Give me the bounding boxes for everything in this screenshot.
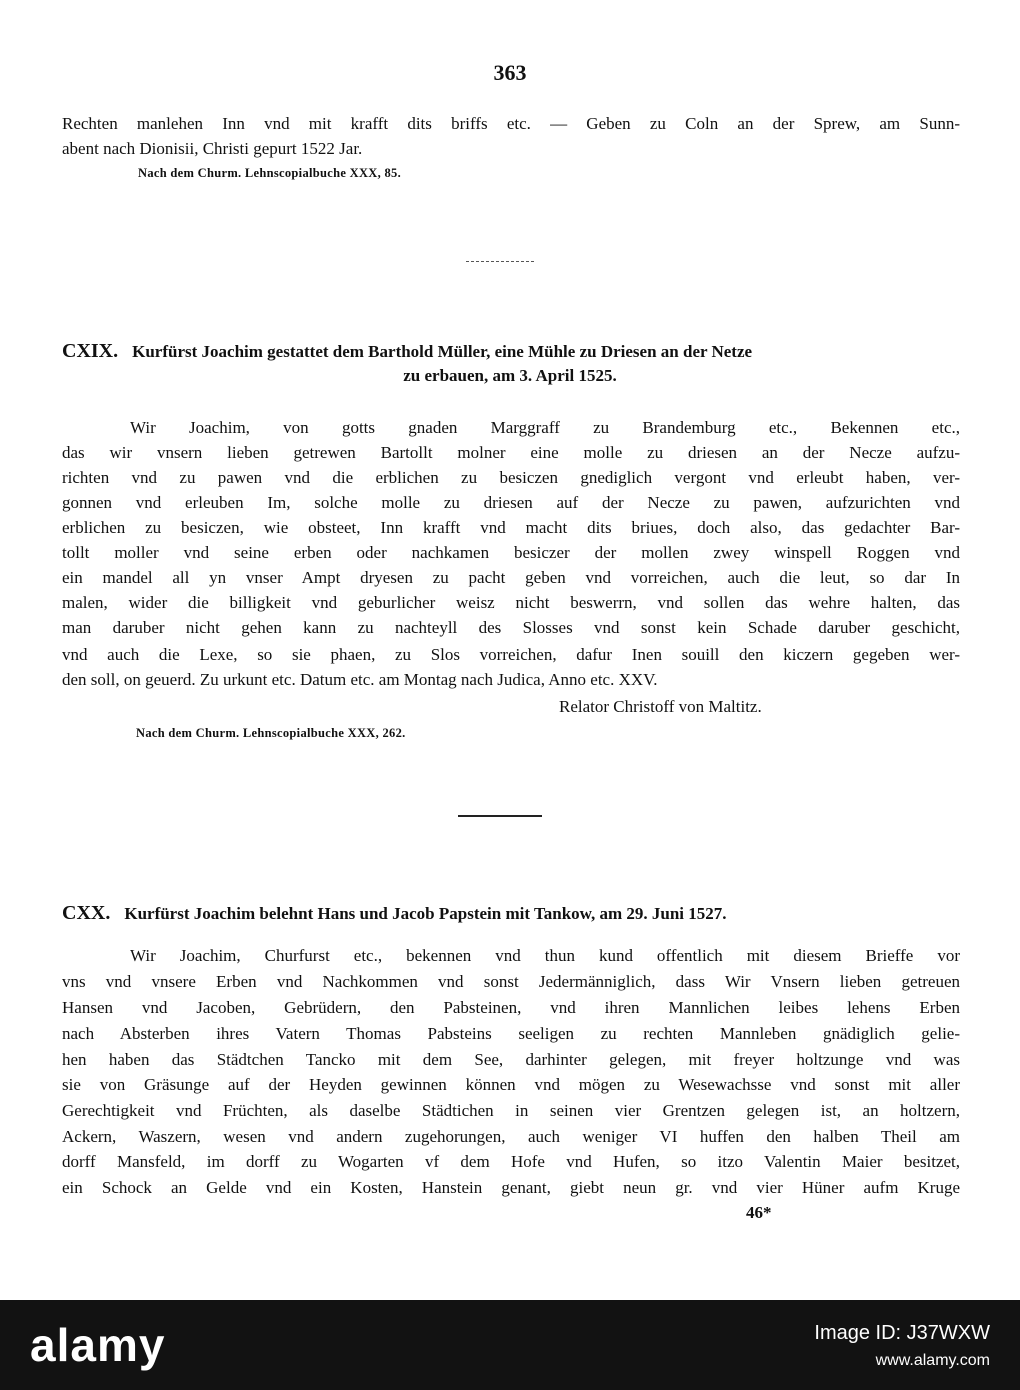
- section-1-line-4: gonnen vnd erleuben Im, solche molle zu driesen auf der Necze zu pawen, aufzurichten vnd: [62, 493, 960, 512]
- section-2-line-6: sie von Gräsunge auf der Heyden gewinnen können vnd mögen zu Wesewachsse vnd sonst mit aller: [62, 1075, 960, 1094]
- section-1-line-10: vnd auch die Lexe, so sie phaen, zu Slos vorreichen, dafur Inen souill den kiczern gegeben wer-: [62, 645, 960, 664]
- section-2-line-4: nach Absterben ihres Vatern Thomas Pabsteins seeligen zu rechten Mannleben gnädiglich gelie-: [62, 1024, 960, 1043]
- section-divider: [458, 815, 542, 817]
- section-1-title-line-2: zu erbauen, am 3. April 1525.: [403, 366, 617, 385]
- section-2-title: Kurfürst Joachim belehnt Hans und Jacob Papstein mit Tankow, am 29. Juni 1527.: [124, 904, 727, 923]
- section-1-source-note: Nach dem Churm. Lehnscopialbuche XXX, 262.: [136, 726, 406, 740]
- section-2-line-1: Wir Joachim, Churfurst etc., bekennen vnd thun kund offentlich mit diesem Brieffe vor: [130, 946, 960, 965]
- section-1-number: CXIX.: [62, 340, 119, 362]
- watermark-footer: [0, 1300, 1020, 1390]
- section-1-line-11: den soll, on geuerd. Zu urkunt etc. Datum etc. am Montag nach Judica, Anno etc. XXV.: [62, 670, 658, 689]
- image-id-label: Image ID: J37WXW: [814, 1322, 990, 1344]
- section-1-line-2: das wir vnsern lieben getrewen Bartollt molner eine molle zu driesen an der Necze aufzu-: [62, 443, 960, 462]
- section-1-line-7: ein mandel all yn vnser Ampt dryesen zu pacht geben vnd vorreichen, auch die leut, so dar In: [62, 568, 960, 587]
- section-1-line-6: tollt moller vnd seine erben oder nachkamen besiczer der mollen zwey winspell Roggen vnd: [62, 543, 960, 562]
- section-2-heading: [62, 900, 960, 927]
- section-1-line-8: malen, wider die billigkeit vnd geburlicher weisz nicht beswerrn, vnd sollen das wehre halten, das: [62, 593, 960, 612]
- section-1-line-3: richten vnd zu pawen vnd die erblichen zu besiczen gnediglich vergont vnd erleubt haben, ver-: [62, 468, 960, 487]
- section-2-line-2: vns vnd vnsere Erben vnd Nachkommen vnd sonst Jedermänniglich, dass Wir Vnsern lieben getreuen: [62, 972, 960, 991]
- intro-line-2: abent nach Dionisii, Christi gepurt 1522 Jar.: [62, 139, 363, 158]
- intro-source-note: Nach dem Churm. Lehnscopialbuche XXX, 85.: [138, 166, 402, 180]
- section-2-line-7: Gerechtigkeit vnd Früchten, als daselbe Städtichen in seinen vier Grentzen gelegen ist, an holtzern,: [62, 1101, 960, 1120]
- folio-signature: 46*: [746, 1203, 772, 1222]
- section-1-line-9: man daruber nicht gehen kann zu nachteyll des Slosses vnd sonst kein Schade daruber geschicht,: [62, 618, 960, 637]
- section-1-line-5: erblichen zu besiczen, wie obsteet, Inn krafft vnd macht dits briues, doch also, das gedachter Bar-: [62, 518, 960, 537]
- section-1-title-line-1: Kurfürst Joachim gestattet dem Barthold Müller, eine Mühle zu Driesen an der Netze: [132, 342, 753, 361]
- watermark-url: www.alamy.com: [875, 1352, 990, 1369]
- section-divider-dashed: [466, 261, 534, 262]
- section-1-signature: Relator Christoff von Maltitz.: [559, 697, 762, 716]
- section-2-line-10: ein Schock an Gelde vnd ein Kosten, Hanstein genant, giebt neun gr. vnd vier Hüner aufm Kruge: [62, 1178, 960, 1197]
- section-2-line-9: dorff Mansfeld, im dorff zu Wogarten vf dem Hofe vnd Hufen, so itzo Valentin Maier besitzet,: [62, 1152, 960, 1171]
- section-2-line-5: hen haben das Städtchen Tancko mit dem See, darhinter gelegen, mit freyer holtzunge vnd was: [62, 1050, 960, 1069]
- section-2-number: CXX.: [62, 902, 111, 924]
- section-1-heading: [62, 338, 960, 365]
- section-2-line-8: Ackern, Waszern, wesen vnd andern zugehorungen, auch weniger VI huffen den halben Theil am: [62, 1127, 960, 1146]
- page-number: 363: [493, 60, 527, 85]
- section-2-line-3: Hansen vnd Jacoben, Gebrüdern, den Pabsteinen, vnd ihren Mannlichen leibes lehens Erben: [62, 998, 960, 1017]
- watermark-logo: alamy: [30, 1319, 166, 1371]
- section-1-line-1: Wir Joachim, von gotts gnaden Marggraff zu Brandemburg etc., Bekennen etc.,: [130, 418, 960, 437]
- intro-line-1: Rechten manlehen Inn vnd mit krafft dits briffs etc. — Geben zu Coln an der Sprew, am Sunn-: [62, 114, 960, 133]
